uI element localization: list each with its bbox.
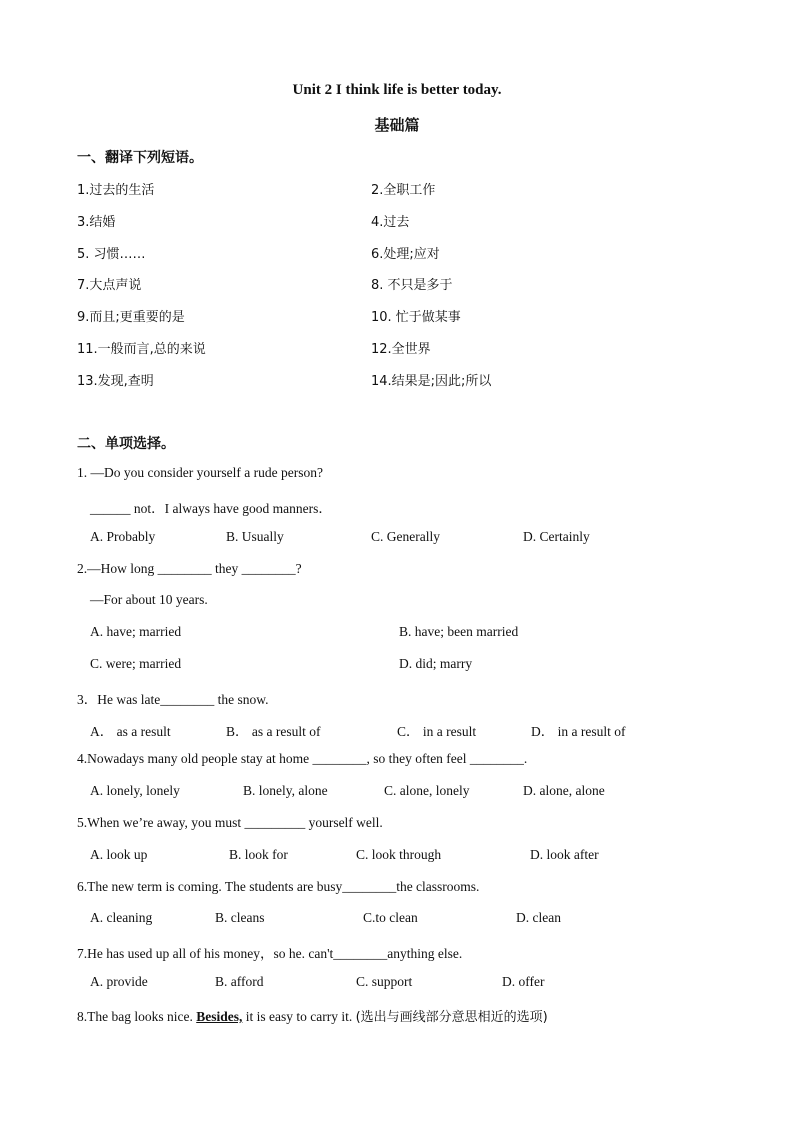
section-heading-translate: 一、翻译下列短语。 bbox=[77, 150, 203, 166]
option-c: C. Generally bbox=[371, 529, 440, 544]
option-a: A. Probably bbox=[90, 529, 156, 544]
question-stem: 6.The new term is coming. The students are busy________the classrooms. bbox=[77, 879, 480, 894]
phrase-item: 14.结果是;因此;所以 bbox=[371, 374, 492, 389]
phrase-item: 7.大点声说 bbox=[77, 278, 142, 293]
phrase-item: 5. 习惯…… bbox=[77, 247, 146, 262]
question-stem bbox=[77, 1006, 548, 1025]
phrase-item: 9.而且;更重要的是 bbox=[77, 310, 185, 325]
option-a: A. cleaning bbox=[90, 910, 153, 925]
option-c: C. look through bbox=[356, 847, 442, 862]
option-a: A. look up bbox=[90, 847, 148, 862]
phrase-item: 12.全世界 bbox=[371, 342, 431, 357]
page-subtitle: 基础篇 bbox=[374, 116, 420, 134]
option-b: B. cleans bbox=[215, 910, 265, 925]
option-b: B. afford bbox=[215, 974, 264, 989]
option-d: D. Certainly bbox=[523, 529, 590, 544]
option-c: C． in a result bbox=[397, 724, 477, 739]
option-b: B. look for bbox=[229, 847, 288, 862]
question-text: 8.The bag looks nice. bbox=[77, 1009, 197, 1024]
phrase-item: 1.过去的生活 bbox=[77, 183, 155, 198]
page-title: Unit 2 I think life is better today. bbox=[292, 82, 502, 98]
option-c: C. were; married bbox=[90, 656, 182, 671]
question-stem: 4.Nowadays many old people stay at home ________, so they often feel ________. bbox=[77, 751, 528, 766]
phrase-item: 3.结婚 bbox=[77, 215, 116, 230]
question-stem: 2.—How long ________ they ________? bbox=[77, 561, 302, 576]
option-c: C. support bbox=[356, 974, 413, 989]
option-b: B. have; been married bbox=[399, 624, 519, 639]
option-d: D. did; marry bbox=[399, 656, 473, 671]
option-a: A. lonely, lonely bbox=[90, 783, 180, 798]
section-heading-choice: 二、单项选择。 bbox=[77, 436, 175, 452]
underlined-keyword: Besides, bbox=[196, 1009, 243, 1024]
phrase-item: 2.全职工作 bbox=[371, 183, 436, 198]
phrase-item: 4.过去 bbox=[371, 215, 410, 230]
phrase-item: 8. 不只是多于 bbox=[371, 278, 453, 293]
option-b: B. lonely, alone bbox=[243, 783, 328, 798]
question-stem: 3．He was late________ the snow. bbox=[77, 692, 269, 707]
option-a: A. provide bbox=[90, 974, 148, 989]
option-b: B. Usually bbox=[226, 529, 284, 544]
option-d: D. offer bbox=[502, 974, 545, 989]
option-a: A. have; married bbox=[90, 624, 182, 639]
question-line: —For about 10 years. bbox=[90, 592, 208, 607]
phrase-item: 13.发现,查明 bbox=[77, 374, 154, 389]
question-instruction: (选出与画线部分意思相近的选项) bbox=[355, 1010, 548, 1025]
question-stem: 1. —Do you consider yourself a rude person? bbox=[77, 465, 323, 480]
phrase-item: 11.一般而言,总的来说 bbox=[77, 342, 206, 357]
option-c: C. alone, lonely bbox=[384, 783, 470, 798]
option-d: D. clean bbox=[516, 910, 561, 925]
question-line: ______ not．I always have good manners． bbox=[90, 501, 332, 516]
question-stem: 7.He has used up all of his money，so he. can't________anything else. bbox=[77, 946, 463, 961]
option-d: D. look after bbox=[530, 847, 599, 862]
option-c: C.to clean bbox=[363, 910, 418, 925]
option-d: D. alone, alone bbox=[523, 783, 605, 798]
option-a: A． as a result bbox=[90, 724, 171, 739]
phrase-item: 10. 忙于做某事 bbox=[371, 310, 461, 325]
question-stem: 5.When we’re away, you must _________ yourself well. bbox=[77, 815, 383, 830]
option-b: B． as a result of bbox=[226, 724, 321, 739]
option-d: D． in a result of bbox=[531, 724, 626, 739]
phrase-item: 6.处理;应对 bbox=[371, 247, 440, 262]
question-text: it is easy to carry it. bbox=[242, 1009, 356, 1024]
